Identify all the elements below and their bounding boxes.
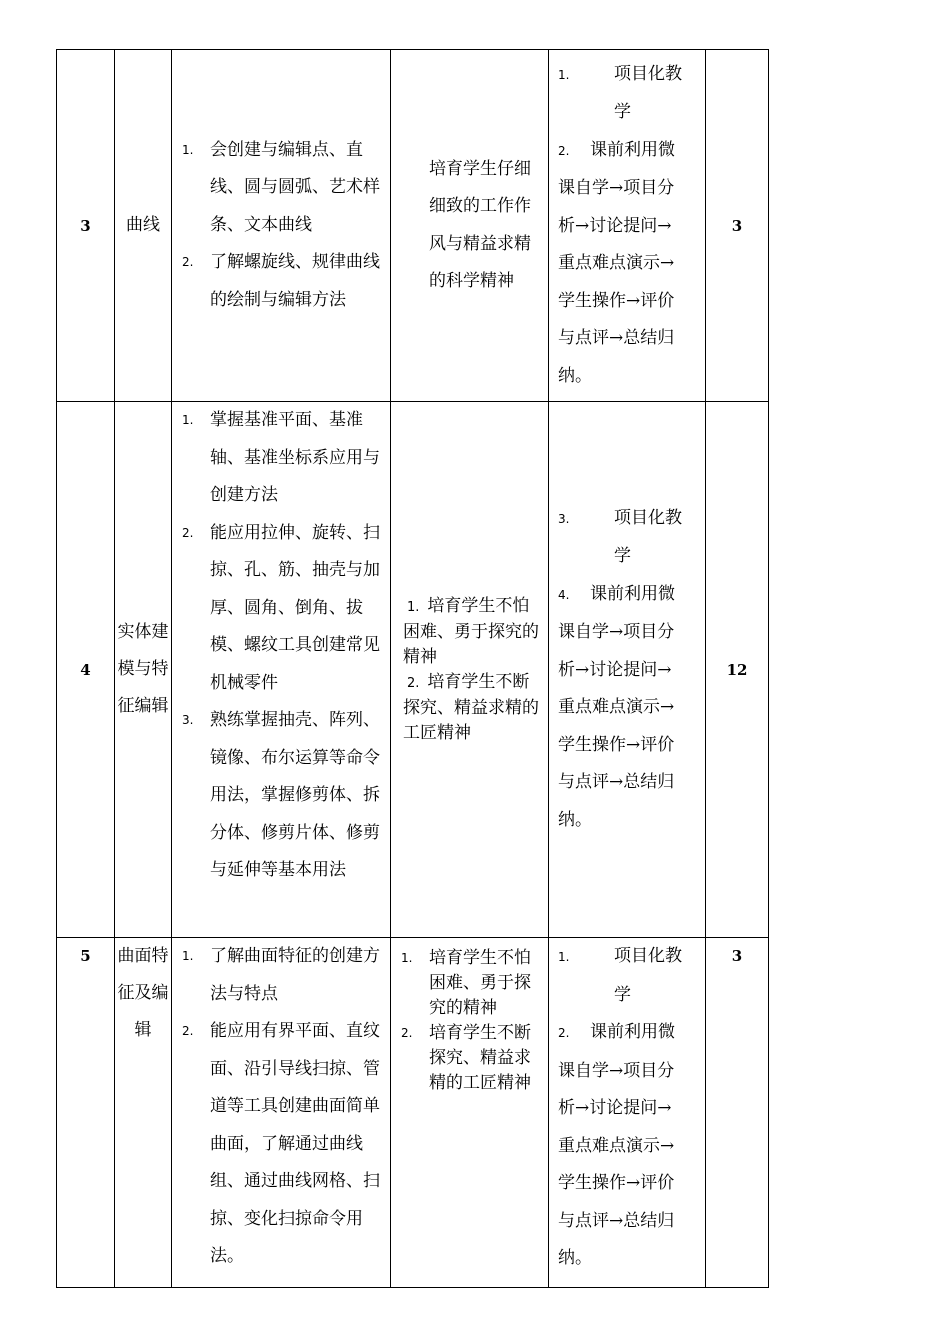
teaching-method: 3. 项目化教 学 4. 课前利用微 课自学→项目分 析→讨论提问→ 重点难点演示→ 学生操作→评价 与点评→总结归 纳。 (549, 402, 706, 938)
objective-item: 2. 能应用有界平面、直纹面、沿引导线扫掠、管道等工具创建曲面简单曲面，了解通过曲线组、通过曲线网格、扫掠、变化扫掠命令用法。 (182, 1021, 380, 1266)
objective-item: 1. 了解曲面特征的创建方法与特点 (182, 946, 380, 1004)
chapter-number: 3 (57, 50, 115, 402)
class-hours: 12 (706, 402, 769, 938)
table-row (57, 50, 769, 402)
learning-objectives (172, 50, 391, 402)
ideological-goals: 培育学生仔细细致的工作作风与精益求精的科学精神 (391, 50, 549, 402)
objective-item: 2. 能应用拉伸、旋转、扫掠、孔、筋、抽壳与加厚、圆角、倒角、拔模、螺纹工具创建常见机械零件 (182, 522, 380, 693)
ideological-item: 1. 培育学生不怕困难、勇于探究的精神 (401, 948, 531, 1018)
ideological-goals (391, 402, 549, 938)
class-hours: 3 (706, 938, 769, 1288)
learning-objectives (172, 938, 391, 1288)
objective-item: 3. 熟练掌握抽壳、阵列、镜像、布尔运算等命令用法，掌握修剪体、拆分体、修剪片体、修剪与延伸等基本用法 (182, 710, 380, 880)
class-hours: 3 (706, 50, 769, 402)
learning-objectives (172, 402, 391, 938)
objective-item: 2. 了解螺旋线、规律曲线的绘制与编辑方法 (182, 252, 380, 310)
ideological-item: 1. 培育学生不怕困难、勇于探究的精神 (403, 595, 539, 667)
chapter-number: 5 (57, 938, 115, 1288)
teaching-method: 1. 项目化教 学 2. 课前利用微 课自学→项目分 析→讨论提问→ 重点难点演示→ 学生操作→评价 与点评→总结归 纳。 (549, 50, 706, 402)
syllabus-table (56, 49, 769, 1288)
table-row (57, 402, 769, 938)
objective-item: 1. 掌握基准平面、基准轴、基准坐标系应用与创建方法 (182, 410, 380, 505)
chapter-topic: 曲面特征及编辑 (115, 938, 172, 1288)
objective-item: 1. 会创建与编辑点、直线、圆与圆弧、艺术样条、文本曲线 (182, 139, 380, 235)
chapter-number: 4 (57, 402, 115, 938)
table-row (57, 938, 769, 1288)
chapter-topic: 曲线 (115, 50, 172, 402)
ideological-goals (391, 938, 549, 1288)
teaching-method: 1. 项目化教 学 2. 课前利用微 课自学→项目分 析→讨论提问→ 重点难点演示→ 学生操作→评价 与点评→总结归 纳。 (549, 938, 706, 1288)
ideological-item: 2. 培育学生不断探究、精益求精的工匠精神 (403, 671, 539, 743)
chapter-topic: 实体建模与特征编辑 (115, 402, 172, 938)
ideological-item: 2. 培育学生不断探究、精益求精的工匠精神 (401, 1023, 531, 1093)
